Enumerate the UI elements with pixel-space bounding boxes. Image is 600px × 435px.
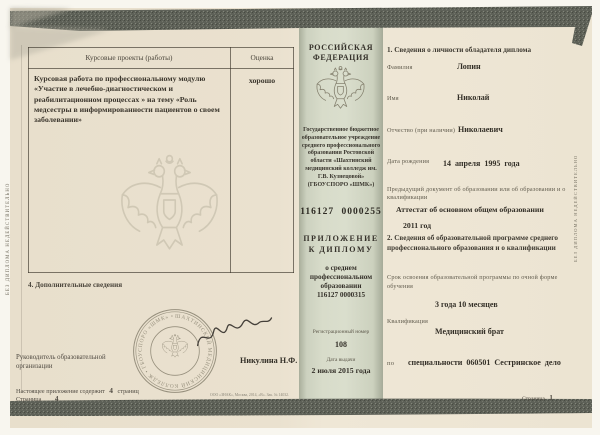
table-row-grade: хорошо — [248, 76, 276, 85]
qualification-label: Квалификация — [387, 318, 429, 325]
issue-date-label: Дата выдачи — [326, 357, 356, 363]
form-serial-top: 116127 0000255 — [300, 207, 382, 217]
coat-of-arms-icon — [317, 67, 364, 109]
table-border-bottom — [28, 272, 294, 273]
page-number: 1 — [549, 394, 553, 402]
previous-document-year: 2011 год — [403, 221, 432, 230]
scan-edge-top — [10, 6, 592, 46]
page-label: Страница — [522, 396, 545, 402]
form-serial-bottom: 116127 0000315 — [316, 291, 366, 299]
eagle-watermark — [122, 156, 217, 249]
patronymic-value: Николаевич — [458, 125, 503, 134]
birthdate-value: 14 апреля 1995 года — [443, 159, 520, 168]
head-position-label: Руководитель образовательной организации — [16, 354, 106, 370]
contains-prefix: Настоящее приложение содержит — [16, 388, 105, 395]
stamp-ring-text: ШАХТИНСКИЙ МЕДИЦИНСКИЙ КОЛЛЕДЖ • ГБОУСПОРО «ШМК» • РОСТОВСКАЯ ОБЛАСТЬ • — [127, 302, 213, 389]
right-edge-security-text: БЕЗ ДИПЛОМА НЕДЕЙСТВИТЕЛЬНО — [573, 154, 578, 262]
left-edge-security-text: БЕЗ ДИПЛОМА НЕДЕЙСТВИТЕЛЬНО — [6, 182, 11, 295]
page-label: Страница — [16, 396, 42, 403]
page-number: 4 — [54, 395, 59, 403]
document-title: ПРИЛОЖЕНИЕ К ДИПЛОМУ — [303, 234, 379, 255]
issue-date: 2 июля 2015 года — [311, 366, 371, 375]
right-page-number-line — [522, 394, 553, 403]
section4-heading: 4. Дополнительные сведения — [28, 281, 123, 289]
institution-name: Государственное бюджетное образовательное учреждение среднего профессионального образования Ростовской области «Шахтинский медицинский колледж им. Г.В. Кузнецовой» (ГБОУСПОРО «ШМК») — [301, 127, 381, 188]
firstname-value: Николай — [457, 93, 490, 102]
left-page-number-line — [16, 395, 59, 404]
table-header-grade: Оценка — [250, 53, 274, 62]
registration-number: 108 — [335, 340, 347, 349]
previous-document-value: Аттестат об основном общем образовании — [396, 205, 544, 214]
duration-label: Срок освоения образовательной программы по очной форме обучения — [387, 274, 558, 290]
contains-count: 4 — [109, 386, 113, 395]
document-subtitle: о среднем профессиональном образовании — [309, 264, 373, 290]
table-border-right — [293, 47, 294, 273]
svg-text:ШАХТИНСКИЙ МЕДИЦИНСКИЙ КОЛЛЕДЖ — [128, 302, 214, 390]
previous-document-label: Предыдущий документ об образовании или об образовании и о квалификации — [387, 186, 566, 202]
contains-suffix: страниц — [117, 388, 139, 395]
country-title: РОССИЙСКАЯ ФЕДЕРАЦИЯ — [308, 43, 374, 63]
table-header-divider — [28, 68, 294, 69]
section2-heading: 2. Сведения об образовательной программе среднего профессионального образования и о квалификации — [387, 234, 558, 252]
section1-heading: 1. Сведения о личности обладателя диплома — [387, 46, 532, 54]
official-stamp — [128, 302, 217, 392]
registration-number-label: Регистрационный номер — [312, 329, 370, 335]
duration-value: 3 года 10 месяцев — [435, 300, 498, 309]
patronymic-label: Отчество (при наличии) — [387, 127, 456, 134]
qualification-value: Медицинский брат — [435, 327, 504, 336]
firstname-label: Имя — [387, 95, 399, 102]
printer-fine-print: ООО «ЗНАК», Москва, 2014, «В». Зак. № 14032. — [210, 393, 289, 397]
surname-value: Лопин — [457, 62, 481, 71]
scan-edge-bottom — [10, 399, 592, 416]
table-border-left — [28, 47, 29, 273]
table-border-top — [28, 47, 294, 48]
specialty-prefix: по — [387, 360, 395, 367]
table-header-work: Курсовые проекты (работы) — [85, 53, 173, 62]
table-row: Курсовая работа по профессиональному модулю «Участие в лечебно-диагностическом и реабилитационном процессах » на тему «Роль медсестры в информированности пациентов о своем заболевании» — [34, 74, 220, 125]
specialty-value: специальности 060501 Сестринское дело — [408, 358, 561, 367]
left-page-margin-line — [21, 45, 22, 393]
head-name: Никулина Н.Ф. — [240, 356, 298, 365]
birthdate-label: Дата рождения — [387, 158, 430, 165]
surname-label: Фамилия — [387, 64, 413, 71]
